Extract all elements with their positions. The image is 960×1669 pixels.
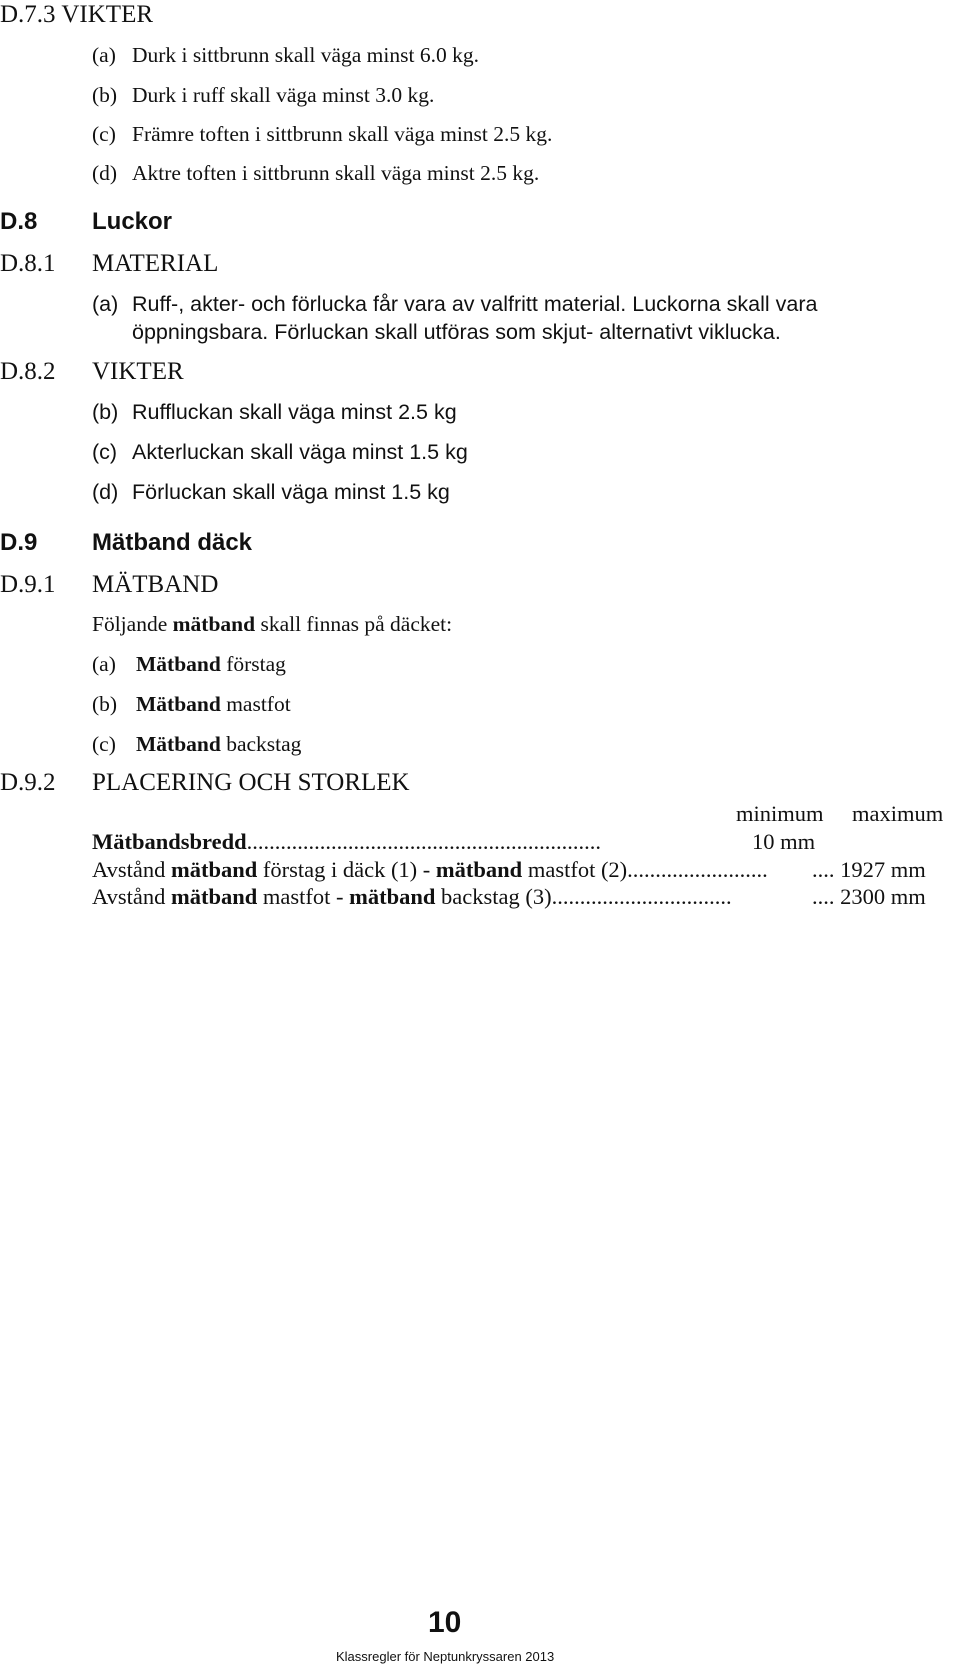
item-text: backstag [220, 732, 302, 756]
row-text-bold: mätband [349, 884, 436, 909]
item-label: (d) [92, 480, 119, 504]
item-text: förstag [220, 652, 286, 676]
page-number: 10 [428, 1606, 462, 1639]
measurement-row [92, 859, 768, 882]
row-text-bold: mätband [170, 884, 258, 909]
section-title: MATERIAL [92, 250, 219, 277]
item-text: Ruffluckan skall väga minst 2.5 kg [132, 400, 457, 424]
row-leader: mastfot (2)......................... [522, 857, 768, 882]
measurement-row [92, 886, 732, 909]
item-label: (b) [92, 692, 118, 716]
list-item [92, 402, 457, 424]
section-title: VIKTER [92, 358, 184, 385]
item-label: (a) [92, 43, 116, 67]
section-number: D.7.3 [0, 1, 56, 28]
list-item [92, 294, 817, 316]
row-leader: ............................................................... [246, 829, 602, 854]
item-label: (c) [92, 732, 116, 756]
section-number: D.9 [0, 529, 38, 556]
item-text: Durk i ruff skall väga minst 3.0 kg. [132, 83, 435, 107]
row-label-bold: Mätbandsbredd [92, 829, 247, 854]
column-header-min: minimum [736, 801, 824, 826]
item-label: (b) [92, 83, 118, 107]
section-number: D.8.1 [0, 250, 56, 277]
row-min-value [752, 831, 815, 854]
row-text: mastfot - [257, 884, 350, 909]
intro-text [92, 614, 452, 636]
item-bold: Mätband [136, 652, 221, 676]
item-label: (c) [92, 122, 116, 146]
item-label: (a) [92, 652, 116, 676]
section-number: D.8.2 [0, 358, 56, 385]
section-number: D.9.1 [0, 571, 56, 598]
list-item [92, 694, 291, 716]
list-item [92, 734, 301, 756]
item-text: mastfot [220, 692, 291, 716]
item-text: Aktre toften i sittbrunn skall väga minst 2.5 kg. [132, 161, 540, 185]
row-text: Avstånd [92, 857, 171, 882]
list-item [92, 85, 434, 107]
section-title: PLACERING OCH STORLEK [92, 769, 410, 796]
section-d73-heading [0, 2, 153, 27]
list-item [92, 442, 468, 464]
section-title: VIKTER [61, 1, 154, 28]
row-text-bold: mätband [170, 857, 258, 882]
item-bold: Mätband [136, 692, 221, 716]
column-header-max: maximum [852, 801, 944, 826]
list-item [92, 45, 479, 67]
item-text: Förluckan skall väga minst 1.5 kg [132, 480, 450, 504]
intro-pre: Följande [92, 612, 173, 636]
row-max-value [812, 886, 926, 909]
list-item-continuation: öppningsbara. Förluckan skall utföras som skjut- alternativt viklucka. [132, 320, 781, 344]
section-title: Luckor [92, 208, 173, 235]
row-text: förstag i däck (1) - [257, 857, 436, 882]
max-value: 2300 mm [834, 884, 926, 909]
item-text: Akterluckan skall väga minst 1.5 kg [132, 440, 468, 464]
list-item [92, 654, 286, 676]
item-text: Främre toften i sittbrunn skall väga minst 2.5 kg. [132, 122, 553, 146]
item-label: (d) [92, 161, 118, 185]
list-item [92, 163, 539, 185]
measurement-row [92, 831, 601, 854]
item-text: Ruff-, akter- och förlucka får vara av valfritt material. Luckorna skall vara [132, 292, 818, 316]
item-text: Durk i sittbrunn skall väga minst 6.0 kg. [132, 43, 479, 67]
row-leader: backstag (3)................................ [435, 884, 732, 909]
list-item [92, 124, 552, 146]
intro-bold: mätband [172, 612, 256, 636]
item-label: (c) [92, 440, 118, 464]
section-number: D.9.2 [0, 769, 56, 796]
item-bold: Mätband [136, 732, 221, 756]
row-max-value [812, 859, 926, 882]
min-value: 10 [752, 829, 775, 854]
list-item [92, 482, 450, 504]
row-text-bold: mätband [435, 857, 523, 882]
max-value: 1927 mm [834, 857, 926, 882]
section-title: Mätband däck [92, 529, 253, 556]
section-title: MÄTBAND [92, 571, 219, 598]
footer-text: Klassregler för Neptunkryssaren 2013 [336, 1649, 555, 1664]
item-label: (a) [92, 292, 119, 316]
min-value: .... [812, 857, 835, 882]
min-unit: mm [774, 829, 816, 854]
item-label: (b) [92, 400, 119, 424]
min-value: .... [812, 884, 835, 909]
section-number: D.8 [0, 208, 38, 235]
intro-post: skall finnas på däcket: [255, 612, 453, 636]
row-text: Avstånd [92, 884, 171, 909]
